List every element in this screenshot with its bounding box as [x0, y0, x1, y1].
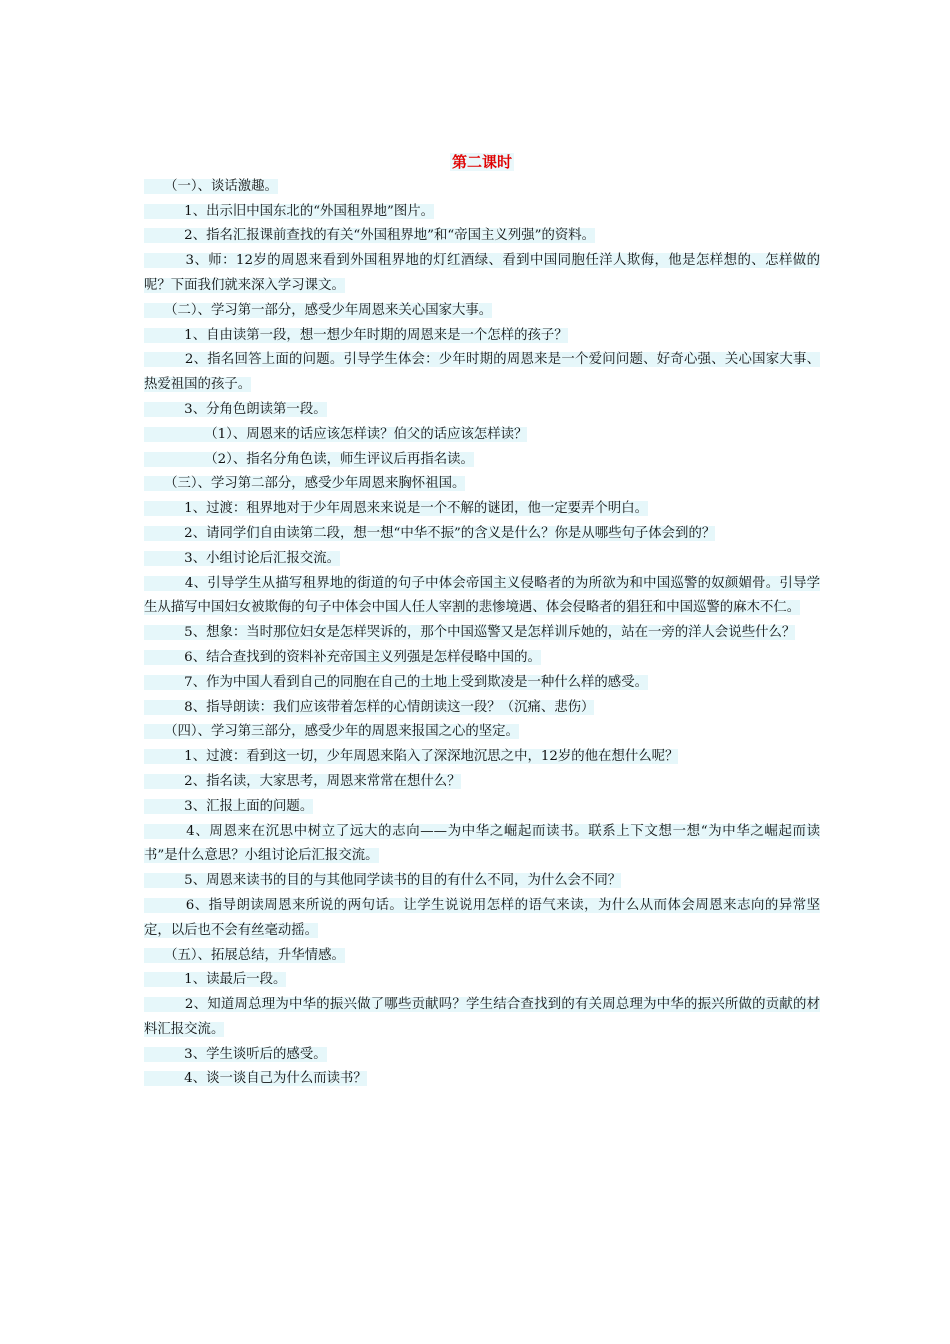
- paragraph: [144, 993, 820, 1043]
- paragraph: [144, 448, 820, 473]
- paragraph: [144, 1067, 820, 1092]
- paragraph-text: 1、出示旧中国东北的“外国租界地”图片。: [144, 203, 435, 219]
- paragraph: [144, 968, 820, 993]
- paragraph-text: 7、作为中国人看到自己的同胞在自己的土地上受到欺凌是一种什么样的感受。: [144, 674, 648, 690]
- document-body: [144, 150, 820, 1092]
- paragraph: [144, 621, 820, 646]
- paragraph: [144, 820, 820, 870]
- paragraph-text: 2、指名汇报课前查找的有关“外国租界地”和“帝国主义列强”的资料。: [144, 228, 596, 244]
- paragraph: [144, 249, 820, 299]
- paragraph-text: 3、分角色朗读第一段。: [144, 401, 327, 417]
- page-title: 第二课时: [451, 153, 512, 171]
- paragraph-text: （五）、拓展总结，升华情感。: [144, 947, 345, 963]
- paragraph: [144, 497, 820, 522]
- paragraph: [144, 944, 820, 969]
- paragraph: [144, 398, 820, 423]
- paragraph-text: 1、自由读第一段，想一想少年时期的周恩来是一个怎样的孩子？: [144, 327, 568, 343]
- paragraph: [144, 423, 820, 448]
- paragraph-text: 6、结合查找到的资料补充帝国主义列强是怎样侵略中国的。: [144, 649, 541, 665]
- paragraph: [144, 572, 820, 622]
- paragraph-text: 2、指名读，大家思考，周恩来常常在想什么？: [144, 773, 461, 789]
- paragraph-text: 4、周恩来在沉思中树立了远大的志向——为中华之崛起而读书。联系上下文想一想“为中华之崛起而读书”是什么意思？小组讨论后汇报交流。: [144, 823, 820, 864]
- paragraph-text: （2）、指名分角色读，师生评议后再指名读。: [144, 451, 474, 467]
- paragraph-text: （四）、学习第三部分，感受少年的周恩来报国之心的坚定。: [144, 724, 519, 740]
- paragraph: [144, 671, 820, 696]
- paragraph-text: 1、读最后一段。: [144, 972, 287, 988]
- paragraph: [144, 720, 820, 745]
- paragraph-text: （一）、谈话激趣。: [144, 178, 278, 194]
- title-line: [144, 150, 820, 175]
- paragraph: [144, 1043, 820, 1068]
- paragraph: [144, 324, 820, 349]
- paragraph: [144, 869, 820, 894]
- paragraph: [144, 646, 820, 671]
- paragraph: [144, 547, 820, 572]
- paragraph: [144, 348, 820, 398]
- paragraph: [144, 795, 820, 820]
- paragraph-text: 8、指导朗读：我们应该带着怎样的心情朗读这一段？（沉痛、悲伤）: [144, 699, 595, 715]
- paragraph: [144, 200, 820, 225]
- paragraph-text: 1、过渡：看到这一切，少年周恩来陷入了深深地沉思之中，12岁的他在想什么呢？: [144, 749, 679, 765]
- paragraph-text: 5、想象：当时那位妇女是怎样哭诉的，那个中国巡警又是怎样训斥她的，站在一旁的洋人会说些什么？: [144, 625, 796, 641]
- paragraph-text: （二）、学习第一部分，感受少年周恩来关心国家大事。: [144, 302, 493, 318]
- paragraph: [144, 224, 820, 249]
- paragraph-text: 1、过渡：租界地对于少年周恩来来说是一个不解的谜团，他一定要弄个明白。: [144, 501, 648, 517]
- paragraph-text: 2、指名回答上面的问题。引导学生体会：少年时期的周恩来是一个爱问问题、好奇心强、关心国家大事、热爱祖国的孩子。: [144, 352, 820, 393]
- paragraph-text: 4、引导学生从描写租界地的街道的句子中体会帝国主义侵略者的为所欲为和中国巡警的奴颜媚骨。引导学生从描写中国妇女被欺侮的句子中体会中国人任人宰割的悲惨境遇、体会侵略者的猖狂和中国巡警的麻木不仁。: [144, 575, 820, 616]
- paragraph: [144, 472, 820, 497]
- paragraph-text: （三）、学习第二部分，感受少年周恩来胸怀祖国。: [144, 476, 466, 492]
- paragraph-text: 3、学生谈听后的感受。: [144, 1046, 327, 1062]
- paragraph-text: （1）、周恩来的话应该怎样读？伯父的话应该怎样读？: [144, 426, 528, 442]
- paragraph: [144, 175, 820, 200]
- paragraph-text: 3、汇报上面的问题。: [144, 798, 314, 814]
- paragraph: [144, 522, 820, 547]
- paragraph-list: [144, 175, 820, 1092]
- paragraph: [144, 745, 820, 770]
- paragraph-text: 4、谈一谈自己为什么而读书？: [144, 1071, 367, 1087]
- paragraph-text: 6、指导朗读周恩来所说的两句话。让学生说说用怎样的语气来读，为什么从而体会周恩来志向的异常坚定，以后也不会有丝毫动摇。: [144, 897, 820, 938]
- paragraph-text: 5、周恩来读书的目的与其他同学读书的目的有什么不同，为什么会不同？: [144, 873, 622, 889]
- paragraph: [144, 894, 820, 944]
- paragraph-text: 2、请同学们自由读第二段，想一想“中华不振”的含义是什么？你是从哪些句子体会到的？: [144, 525, 716, 541]
- paragraph-text: 3、小组讨论后汇报交流。: [144, 550, 340, 566]
- paragraph: [144, 299, 820, 324]
- paragraph: [144, 696, 820, 721]
- paragraph-text: 2、知道周总理为中华的振兴做了哪些贡献吗？学生结合查找到的有关周总理为中华的振兴所做的贡献的材料汇报交流。: [144, 997, 820, 1037]
- paragraph: [144, 770, 820, 795]
- paragraph-text: 3、师：12岁的周恩来看到外国租界地的灯红酒绿、看到中国同胞任洋人欺侮，他是怎样想的、怎样做的呢？下面我们就来深入学习课文。: [144, 253, 820, 293]
